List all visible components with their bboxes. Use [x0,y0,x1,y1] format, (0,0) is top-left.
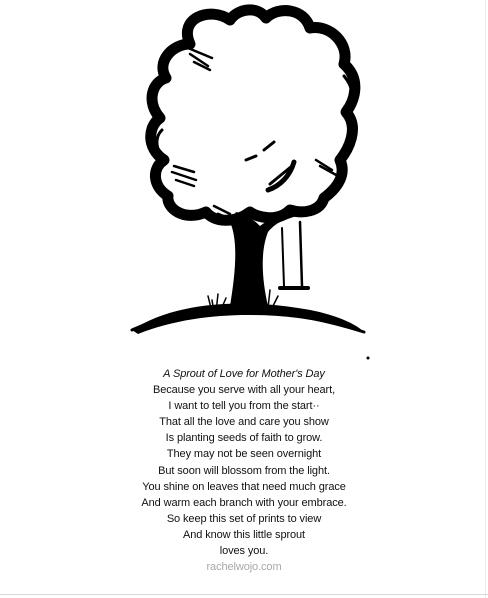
poem-line: And warm each branch with your embrace. [141,496,347,509]
tree-with-swing-illustration [118,0,374,362]
poem-line: And know this little sprout [182,528,306,541]
poem-line: They may not be seen overnight [166,448,322,461]
ink-dot [367,357,370,360]
swing-rope-right [300,222,302,286]
tree-crown-outline [151,10,355,220]
poem-block [0,366,488,575]
swing-rope-left [282,228,284,286]
poem-line: That all the love and care you show [159,416,329,429]
bottom-divider [0,594,488,595]
poem-line: So keep this set of prints to view [166,512,322,525]
poem-title: A Sprout of Love for Mother's Day [163,368,325,380]
poem-line: loves you. [219,545,269,558]
tree-trunk [230,208,302,306]
poem-line: I want to tell you from the start·· [168,400,320,413]
page-edge-divider [485,0,486,598]
poem-line: Is planting seeds of faith to grow. [165,432,323,445]
poem-line: Because you serve with all your heart, [152,384,336,397]
poem-line: But soon will blossom from the light. [158,464,330,477]
site-watermark: rachelwojo.com [206,561,282,574]
poem-line: You shine on leaves that need much grace [142,480,346,493]
